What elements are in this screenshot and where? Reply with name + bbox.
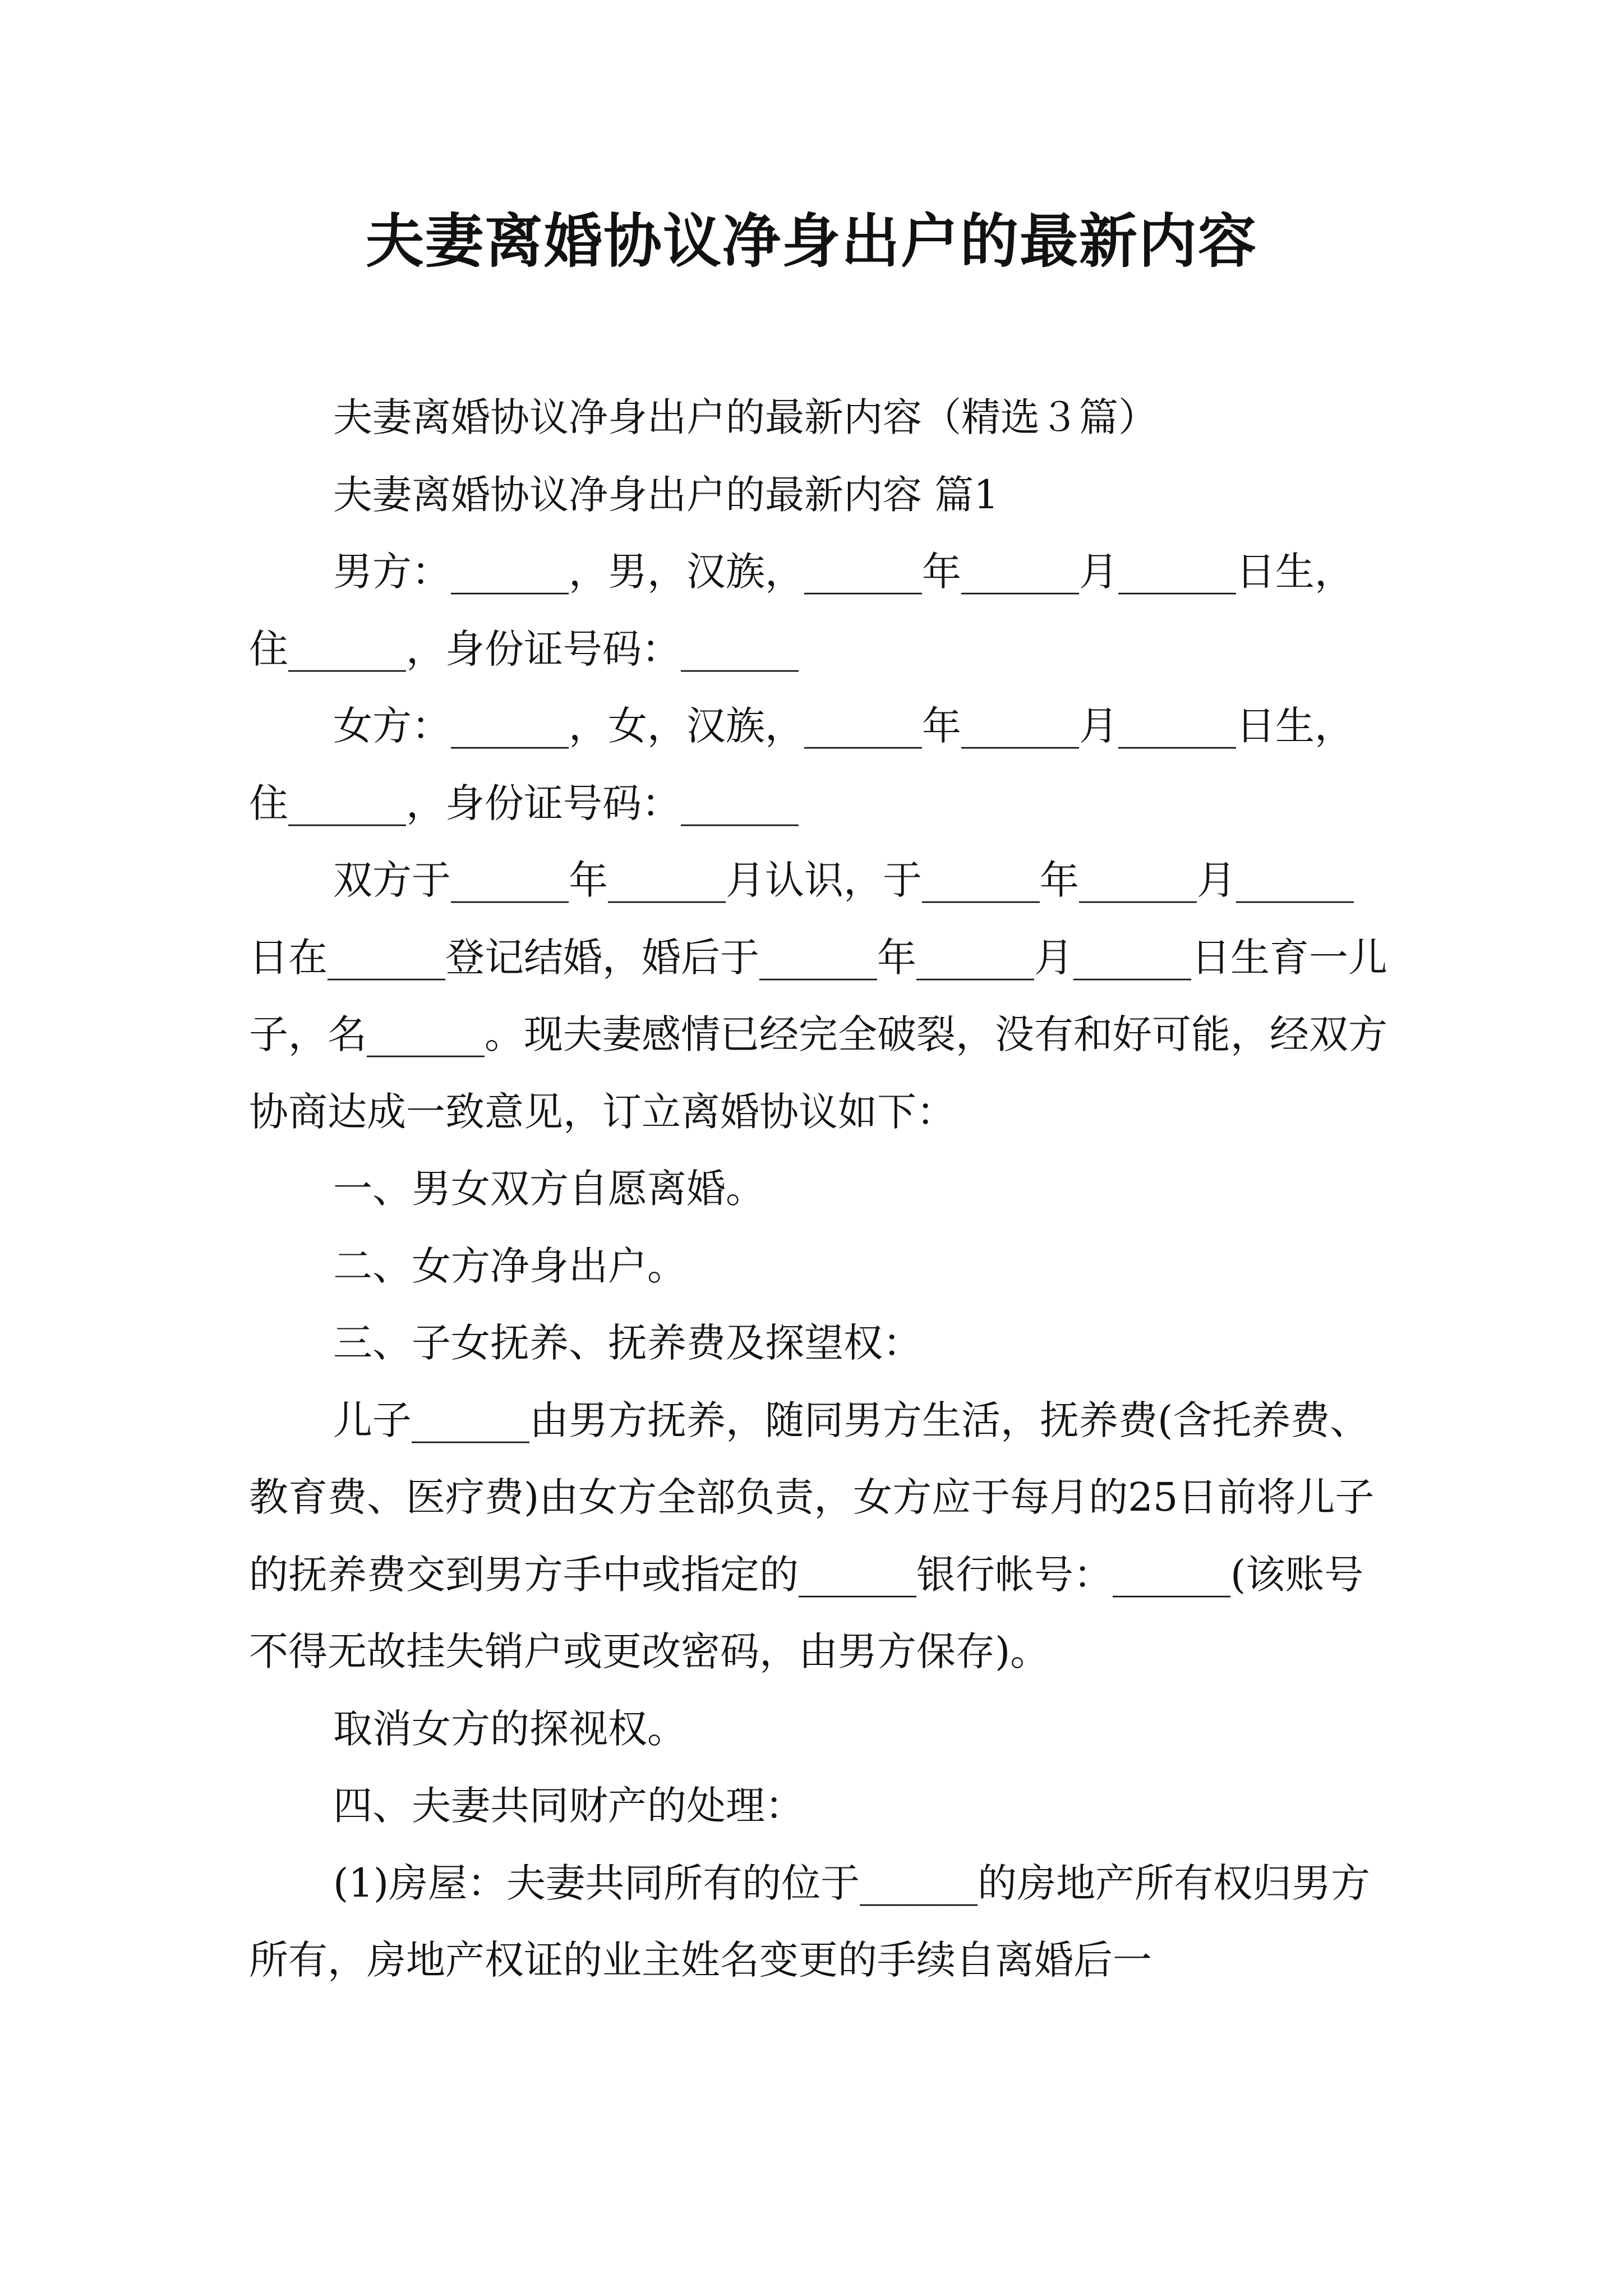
paragraph-male-party: 男方：______，男，汉族，______年______月______日生，住______，身份证号码：______ [249,549,1354,672]
paragraph-clause-3: 三、子女抚养、抚养费及探望权： [333,1320,922,1366]
document-body [249,379,1387,1999]
paragraph-visitation: 取消女方的探视权。 [333,1705,686,1752]
paragraph-marriage-facts: 双方于______年______月认识，于______年______月______日在______登记结婚，婚后于______年______月______日生育一儿子，名______。现夫妻感情已经完全破裂，没有和好可能，经双方协商达成一致意见，订立离婚协议如下： [249,857,1387,1135]
paragraph-clause-1: 一、男女双方自愿离婚。 [333,1166,765,1212]
paragraph-clause-4: 四、夫妻共同财产的处理： [333,1783,804,1829]
paragraph-house: (1)房屋：夫妻共同所有的位于______的房地产所有权归男方所有，房地产权证的业主姓名变更的手续自离婚后一 [249,1860,1371,1983]
document-title: 夫妻离婚协议净身出户的最新内容 [365,206,1257,275]
paragraph-clause-2: 二、女方净身出户。 [333,1243,686,1289]
paragraph-subtitle: 夫妻离婚协议净身出户的最新内容（精选３篇） [333,394,1158,440]
paragraph-child-support: 儿子______由男方抚养，随同男方生活，抚养费(含托养费、教育费、医疗费)由女方全部负责，女方应于每月的25日前将儿子的抚养费交到男方手中或指定的______银行帐号：______(该账号不得无故挂失销户或更改密码，由男方保存)。 [249,1397,1375,1674]
paragraph-female-party: 女方：______，女，汉族，______年______月______日生，住______，身份证号码：______ [249,703,1354,826]
paragraph-section-heading: 夫妻离婚协议净身出户的最新内容 篇1 [333,471,999,518]
